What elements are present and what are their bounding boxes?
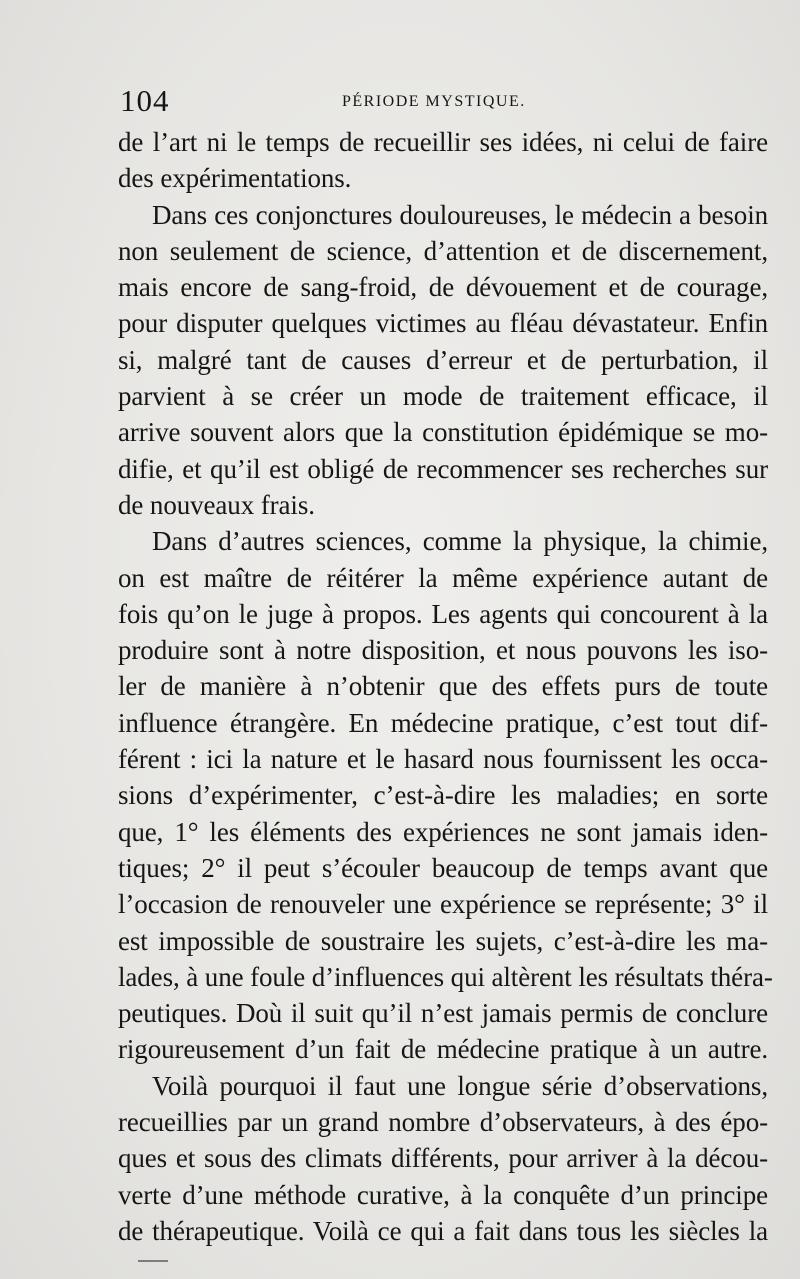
text-line: Voilà pourquoi il faut une longue série d’observations, (152, 1070, 768, 1101)
text-line: si, malgré tant de causes d’erreur et de perturbation, il (118, 344, 768, 375)
text-line: parvient à se créer un mode de traitement efficace, il (118, 381, 768, 412)
text-line: l’occasion de renouveler une expérience se représente; 3° il (118, 889, 768, 920)
running-title: PÉRIODE MYSTIQUE. (342, 93, 526, 110)
text-line: verte d’une méthode curative, à la conquête d’un principe (118, 1179, 768, 1210)
text-line: de l’art ni le temps de recueillir ses idées, ni celui de faire (118, 127, 768, 157)
text-line: de nouveaux frais. (118, 489, 315, 520)
text-line: que, 1° les éléments des expériences ne sont jamais iden- (118, 816, 768, 847)
text-line: recueillies par un grand nombre d’observateurs, à des épo- (118, 1107, 768, 1138)
text-line: produire sont à notre disposition, et nous pouvons les iso- (118, 635, 768, 666)
text-line: Dans ces conjonctures douloureuses, le médecin a besoin (152, 199, 768, 230)
text-line: difie, et qu’il est obligé de recommencer ses recherches sur (118, 453, 768, 484)
text-line: non seulement de science, d’attention et de discernement, (118, 235, 768, 266)
footer-rule (138, 1260, 168, 1262)
running-head (120, 83, 768, 118)
text-line: ques et sous des climats différents, pour arriver à la décou- (118, 1143, 768, 1174)
text-line: sions d’expérimenter, c’est-à-dire les maladies; en sorte (118, 780, 768, 811)
text-line: de thérapeutique. Voilà ce qui a fait dans tous les siècles la (118, 1215, 768, 1246)
text-line: tiques; 2° il peut s’écouler beaucoup de temps avant que (118, 852, 768, 883)
text-line: rigoureusement d’un fait de médecine pratique à un autre. (118, 1034, 768, 1065)
text-line: arrive souvent alors que la constitution épidémique se mo- (118, 417, 768, 448)
text-line: influence étrangère. En médecine pratique, c’est tout dif- (118, 707, 768, 738)
text-line: on est maître de réitérer la même expérience autant de (118, 562, 768, 593)
text-line: férent : ici la nature et le hasard nous fournissent les occa- (118, 744, 768, 775)
text-line: mais encore de sang-froid, de dévouement et de courage, (118, 272, 768, 303)
text-line: pour disputer quelques victimes au fléau dévastateur. Enfin (118, 308, 768, 339)
text-line: lades, à une foule d’influences qui altèrent les résultats théra- (118, 961, 773, 992)
page-number: 104 (120, 83, 170, 118)
text-line: fois qu’on le juge à propos. Les agents qui concourent à la (118, 598, 768, 629)
body-text (118, 124, 773, 1249)
text-line: est impossible de soustraire les sujets, c’est-à-dire les ma- (118, 925, 768, 956)
text-line: ler de manière à n’obtenir que des effets purs de toute (118, 671, 768, 702)
text-line: Dans d’autres sciences, comme la physique, la chimie, (152, 526, 768, 557)
text-line: des expérimentations. (118, 163, 352, 194)
text-line: peutiques. Doù il suit qu’il n’est jamais permis de conclure (118, 998, 768, 1029)
